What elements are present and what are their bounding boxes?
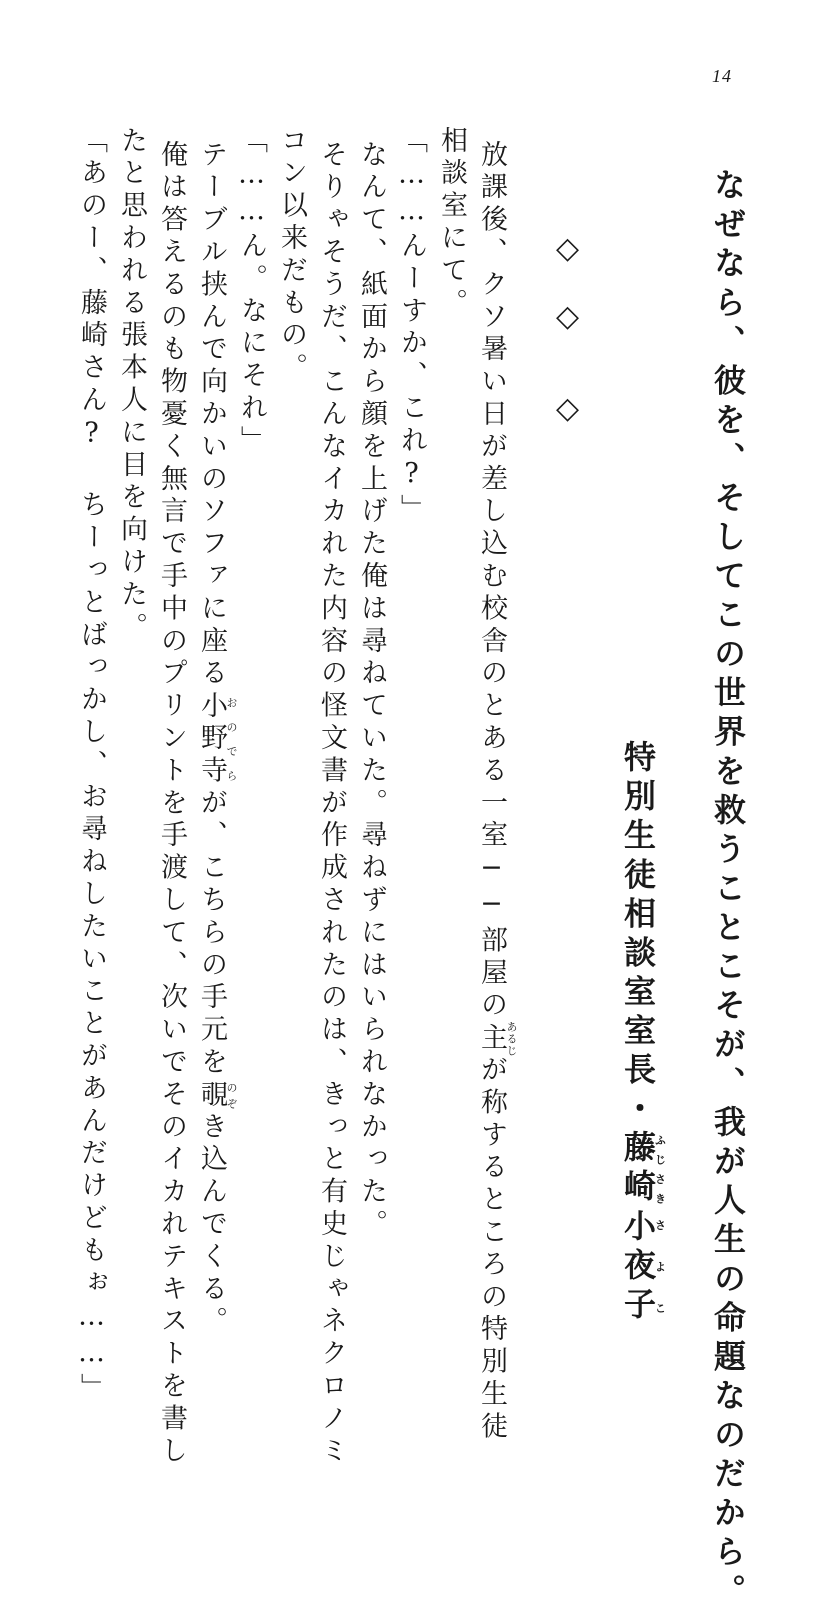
body-line-5: そりゃそうだ、こんなイカれた内容の怪文書が作成されたのは、きっと有史じゃネクロノミ — [316, 140, 347, 1469]
body-line-1: 放課後、クソ暑い日が差し込む校舎のとある一室──部屋の主あるじが称するところの特別生徒 — [476, 140, 518, 1445]
body-line-2: 相談室にて。 — [436, 126, 467, 321]
body-line-4: なんて、紙面から顔を上げた俺は尋ねていた。尋ねずにはいられなかった。 — [356, 140, 387, 1242]
body-line-9: 俺は答えるのも物憂く無言で手中のプリントを手渡して、次いでそのイカれテキストを書し — [156, 140, 187, 1469]
author-given-name: 小夜子さよこ — [619, 1208, 667, 1326]
body-line-6: コン以来だもの。 — [276, 126, 307, 386]
body-line-3: 「……んーすか、これ?」 — [396, 126, 427, 527]
body-line-8: テーブル挟んで向かいのソファに座る小野寺おのでらが、こちらの手元を覗のぞき込んでくる。 — [196, 140, 238, 1339]
separator-diamond: ◇ — [556, 299, 580, 334]
body-line-11: 「あのー、藤崎さん? ちーっとばっかし、お尋ねしたいことがあんだけどもぉ……」 — [76, 126, 107, 1406]
heading-line-1: なぜなら、彼を、そしてこの世界を救うことこそが、我が人生の命題なのだから。 — [709, 168, 747, 1612]
separator-diamond: ◇ — [556, 391, 580, 426]
heading-line-2 — [619, 740, 667, 1326]
ruby-word: 小野寺おのでら — [196, 690, 238, 789]
body-line-10: たと思われる張本人に目を向けた。 — [116, 126, 147, 645]
author-surname: 藤崎ふじさき — [619, 1130, 667, 1209]
separator-diamond: ◇ — [556, 231, 580, 266]
page-number: 14 — [712, 66, 732, 86]
ruby-word: 覗のぞ — [196, 1079, 238, 1113]
ruby-word: 主あるじ — [476, 1020, 518, 1058]
heading-title: 特別生徒相談室室長・ — [619, 740, 657, 1131]
body-line-7: 「……ん。なにそれ」 — [236, 126, 267, 458]
